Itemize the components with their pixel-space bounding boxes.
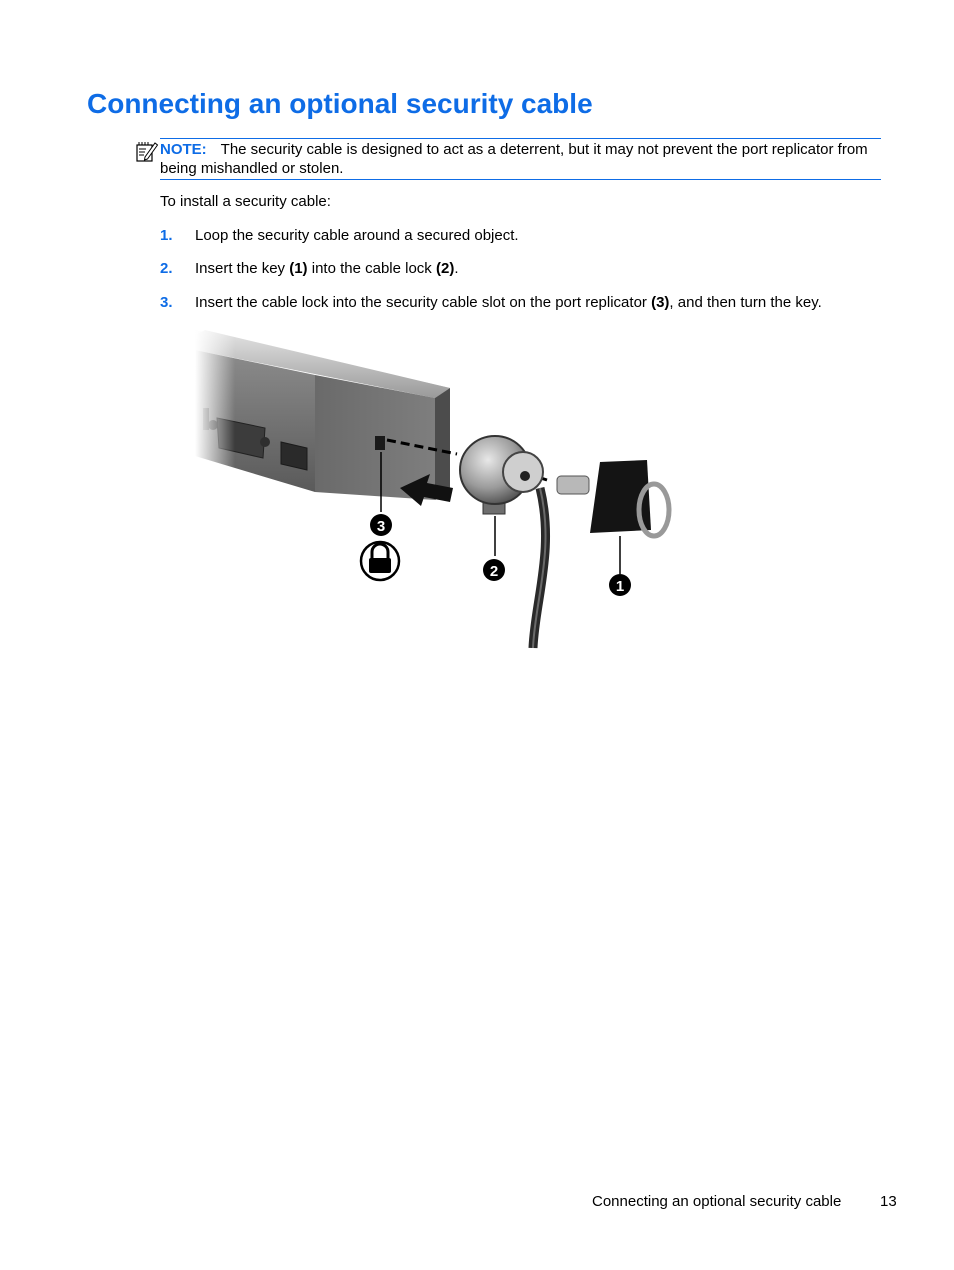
callout-3 bbox=[370, 514, 392, 536]
callout-number: 3 bbox=[376, 518, 386, 535]
callout-number: 2 bbox=[489, 563, 499, 580]
step-1 bbox=[160, 227, 519, 245]
callout-ref: (1) bbox=[289, 260, 308, 277]
padlock-icon bbox=[361, 542, 399, 580]
note-text: The security cable is designed to act as a deterrent, but it may not prevent the port replicator from being mishandled or stolen. bbox=[160, 141, 868, 177]
cable-lock bbox=[460, 436, 546, 648]
step-number: 3. bbox=[160, 294, 173, 311]
intro-text: To install a security cable: bbox=[160, 193, 331, 210]
step-text: into the cable lock bbox=[307, 260, 436, 277]
step-text: Insert the cable lock into the security cable slot on the port replicator bbox=[195, 294, 652, 311]
step-text: Insert the key bbox=[195, 260, 290, 277]
step-3 bbox=[160, 294, 822, 312]
step-2 bbox=[160, 260, 459, 278]
note-box bbox=[160, 138, 881, 180]
callout-number: 1 bbox=[615, 578, 625, 595]
key bbox=[557, 460, 669, 536]
footer-page-number: 13 bbox=[880, 1193, 897, 1210]
step-text: , and then turn the key. bbox=[669, 294, 822, 311]
step-text: . bbox=[454, 260, 459, 277]
footer-section-title: Connecting an optional security cable bbox=[592, 1193, 842, 1210]
callout-2 bbox=[483, 559, 505, 581]
security-cable-illustration bbox=[195, 330, 685, 650]
step-number: 1. bbox=[160, 227, 173, 244]
note-label: NOTE: bbox=[160, 141, 207, 158]
page-title: Connecting an optional security cable bbox=[87, 88, 593, 119]
step-number: 2. bbox=[160, 260, 173, 277]
callout-ref: (3) bbox=[651, 294, 670, 311]
note-icon bbox=[135, 140, 159, 164]
callout-ref: (2) bbox=[435, 260, 455, 277]
step-text: Loop the security cable around a secured object. bbox=[195, 227, 519, 244]
callout-1 bbox=[609, 574, 631, 596]
